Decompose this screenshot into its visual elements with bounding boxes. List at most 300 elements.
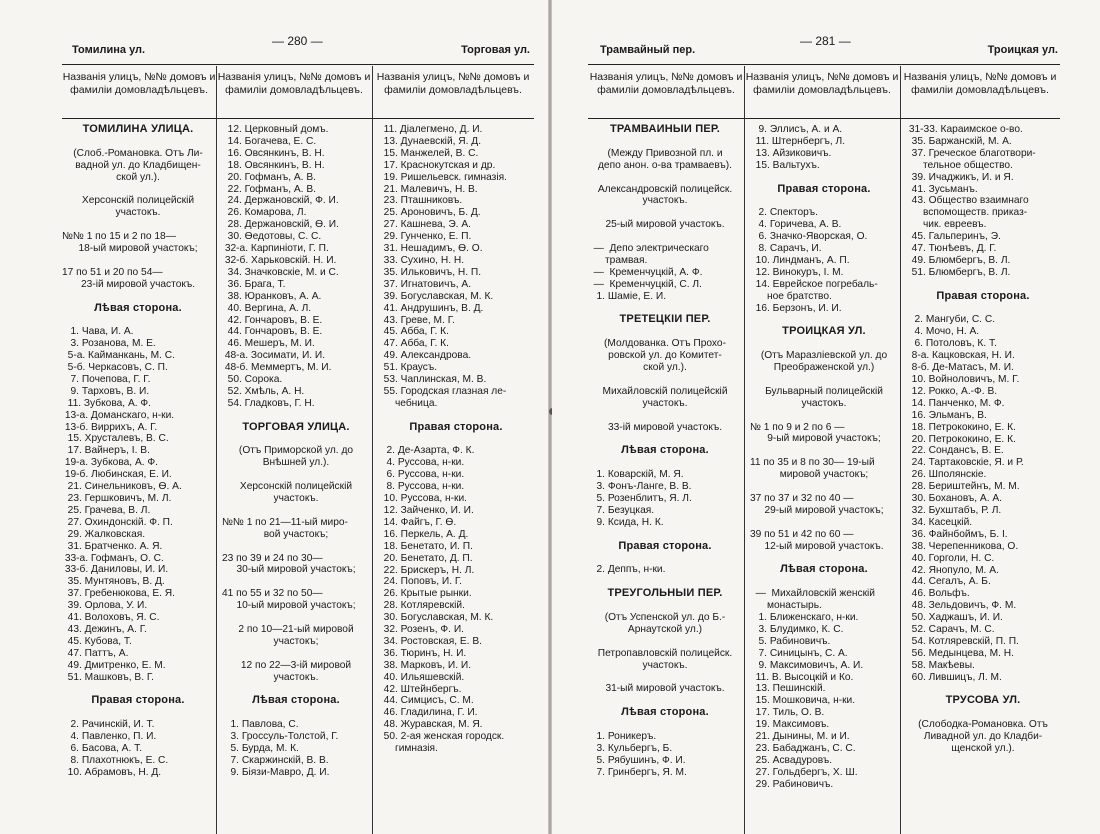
entry-line: трамвая. <box>588 254 648 266</box>
spacer <box>750 445 898 457</box>
header-rule <box>62 64 534 65</box>
street-description: 9-ый мировой участокъ; <box>767 433 881 445</box>
entry-line: 52. Сарачъ, М. С. <box>906 624 995 636</box>
entry-line: 44. Симцисъ, С. М. <box>378 695 474 707</box>
street-description: участокъ. <box>642 659 688 671</box>
section-heading: ТРУСОВА УЛ. <box>945 695 1021 707</box>
section-heading: ТРАМВАЙНЫЙ ПЕР. <box>609 124 721 135</box>
street-description: (Между Привозной пл. и <box>607 147 723 159</box>
entry-line: 19-б. Любинская, Е. И. <box>62 469 172 481</box>
street-description: Херсонскій полицейскій <box>81 195 195 207</box>
spacer <box>62 136 214 148</box>
entry-line: 9. Эллисъ, А. и А. <box>750 124 843 135</box>
entry-line: 19. Ришельевск. гимназія. <box>378 171 507 183</box>
entry-line: 3. Кульбергъ, Б. <box>588 742 673 754</box>
spacer <box>222 469 370 481</box>
street-description: (Слоб.-Романовка. Отъ Ли- <box>73 147 203 159</box>
entry-line: 4. Горичева, А. В. <box>750 219 842 231</box>
street-description: участокъ. <box>801 397 847 409</box>
entry-line: 42. Гончаровъ, В. Е. <box>222 314 323 326</box>
entry-line: 1. Коварскій, М. Я. <box>588 469 684 481</box>
entry-line: 16. Эльманъ, В. <box>906 409 987 421</box>
entry-line: — Депо электрическаго <box>588 243 709 254</box>
entry-line: 48. Зельдовичъ, Ф. М. <box>906 600 1017 612</box>
entry-line: 19. Максимовъ. <box>750 719 830 731</box>
entry-line: 8. Плахотнюкъ, Е. С. <box>62 754 169 766</box>
entry-line: 55. Городская глазная ле- <box>378 385 507 397</box>
entry-line: 35. Ильковичъ, Н. П. <box>378 266 482 278</box>
column-header-rule <box>588 118 1060 119</box>
entry-line: 29. Жалковская. <box>62 528 146 540</box>
entry-line: 13-б. Виррихъ, А. Г. <box>62 421 158 433</box>
entry-line: 36. Тюринъ, Н. И. <box>378 647 467 659</box>
spacer <box>588 457 742 469</box>
entry-line: 23. Пташниковъ. <box>378 195 463 207</box>
entry-line: 25. Грачева, В. Л. <box>62 504 151 516</box>
spacer <box>62 255 214 267</box>
column-divider <box>744 66 745 834</box>
spacer <box>750 314 898 326</box>
spacer <box>588 636 742 648</box>
text-column <box>750 124 898 834</box>
spacer <box>588 410 742 422</box>
entry-line: 47. Абба, Г. К. <box>378 338 449 350</box>
column-header: Названія улицъ, №№ домовъ и фамиліи домовладѣльцевъ. <box>217 71 371 96</box>
text-column <box>906 124 1060 834</box>
entry-line: 28. Котляревскій. <box>378 600 465 612</box>
entry-line: 13. Айзиковичъ. <box>750 147 832 159</box>
entry-line: 30. Бохановъ, А. А. <box>906 493 1003 505</box>
section-heading: Лѣвая сторона. <box>252 695 340 707</box>
spacer <box>222 612 370 624</box>
street-description: участокъ. <box>273 671 319 683</box>
entry-line: 14. Панченко, М. Ф. <box>906 397 1005 409</box>
entry-line: ное братство. <box>750 290 832 302</box>
entry-line: гимназія. <box>378 743 438 755</box>
street-description: 33-ій мировой участокъ. <box>607 421 723 433</box>
text-column <box>62 124 214 834</box>
entry-line: 51. Краусъ. <box>378 362 438 374</box>
entry-line: 56. Медынцева, М. Н. <box>906 647 1014 659</box>
street-description: 10-ый мировой участокъ; <box>236 600 356 612</box>
entry-line: 46. Мешеръ, М. И. <box>222 338 315 350</box>
spacer <box>588 433 742 445</box>
spacer <box>222 683 370 695</box>
entry-line: 51. Машковъ, В. Г. <box>62 671 154 683</box>
entry-line: 32-б. Харьковскій. Н. И. <box>222 254 337 266</box>
spacer <box>750 576 898 588</box>
entry-line: 39. Ичаджикъ, И. и Я. <box>906 171 1014 183</box>
running-title-left: Томилина ул. <box>72 44 146 56</box>
entry-line: 11. Зубкова, А. Ф. <box>62 397 151 409</box>
entry-line: 17. Тиль, О. В. <box>750 707 825 719</box>
running-title-left: Трамвайный пер. <box>600 44 696 56</box>
street-description: (Отъ Маразліевской ул. до <box>760 350 888 362</box>
entry-line: 21. Дынины, М. и И. <box>750 731 850 743</box>
entry-line: №№ 1 по 15 и 2 по 18— <box>62 231 176 243</box>
entry-line: 40. Вергина, А. Л. <box>222 302 312 314</box>
entry-line: 23. Бабаджанъ, С. С. <box>750 742 856 754</box>
entry-line: 5-а. Кайманкань, М. С. <box>62 350 175 362</box>
entry-line: 37. Гребенюкова, Е. Я. <box>62 588 175 600</box>
entry-line: 46. Вольфъ. <box>906 588 970 600</box>
entry-line: 47. Тюнѣевъ, Д. Г. <box>906 243 997 255</box>
entry-line: 9. Тарховъ, В. И. <box>62 385 150 397</box>
spacer <box>750 410 898 422</box>
street-description: 12 по 22—3-ій мировой <box>240 659 352 671</box>
street-description: Петропавловскій полицейск. <box>597 647 733 659</box>
entry-line: 43. Греве, М. Г. <box>378 314 455 326</box>
street-description: 29-ый мировой участокъ; <box>764 504 884 516</box>
entry-line: 37 по 37 и 32 по 40 — <box>750 492 854 504</box>
entry-line: 30. Богуславская, М. К. <box>378 612 494 624</box>
street-description: Внѣшней ул.). <box>262 457 330 469</box>
street-description: Михайловскій полицейскій <box>602 385 728 397</box>
entry-line: 40. Ильяшевскій. <box>378 671 465 683</box>
street-description: ской ул.). <box>643 362 687 374</box>
entry-line: 27. Кашнева, Э. А. <box>378 219 471 231</box>
spacer <box>62 684 214 696</box>
entry-line: 15. Хрусталевъ, В. С. <box>62 433 169 445</box>
entry-line: 31-33. Караимское о-во. <box>906 124 1023 135</box>
spacer <box>588 136 742 148</box>
entry-line: 49. Александрова. <box>378 350 472 362</box>
entry-line: 47. Паттъ, А. <box>62 647 129 659</box>
entry-line: монастырь. <box>750 600 822 612</box>
section-heading: ТОРГОВАЯ УЛИЦА. <box>242 421 350 433</box>
spacer <box>750 338 898 350</box>
entry-line: 51. Блюмбергъ, В. Л. <box>906 266 1011 278</box>
entry-line: 10. Абрамовъ, Н. Д. <box>62 766 162 778</box>
entry-line: 11. В. Высоцкій и Ко. <box>750 671 854 683</box>
street-description: 23-ій мировой участокъ. <box>80 278 196 290</box>
spacer <box>222 648 370 660</box>
entry-line: 12. Винокуръ, І. М. <box>750 266 844 278</box>
entry-line: 52. Хмѣль, А. Н. <box>222 385 305 397</box>
entry-line: 24. Тартаковскіе, Я. и Р. <box>906 457 1024 469</box>
entry-line: тельное общество. <box>906 159 1013 171</box>
entry-line: 18. Петрококино, Е. К. <box>906 421 1016 433</box>
entry-line: 1. Шаміе, Е. И. <box>588 290 667 302</box>
entry-line: 14. Богачева, Е. С. <box>222 135 317 147</box>
entry-line: 50. Хаджашъ, И. И. <box>906 612 1003 624</box>
entry-line: 20. Гофманъ, А. В. <box>222 171 316 183</box>
entry-line: 40. Горголи, Н. С. <box>906 552 995 564</box>
street-description: депо анон. о-ва трамваевъ). <box>597 159 732 171</box>
spacer <box>906 684 1060 696</box>
spacer <box>750 195 898 207</box>
section-heading: Лѣвая сторона. <box>94 302 182 314</box>
spacer <box>588 374 742 386</box>
column-header: Названія улицъ, №№ домовъ и фамиліи домовладѣльцевъ. <box>376 71 530 96</box>
entry-line: 1. Павлова, С. <box>222 719 299 731</box>
section-heading: Правая сторона. <box>409 421 503 433</box>
entry-line: 60. Лившицъ, Л. М. <box>906 671 1002 683</box>
spacer <box>588 207 742 219</box>
street-description: Бульварный полицейскій <box>765 385 883 397</box>
entry-line: 45. Кубова, Т. <box>62 635 132 647</box>
entry-line: 22. Сондансъ, В. Е. <box>906 445 1004 457</box>
entry-line: 6. Руссова, н-ки. <box>378 469 465 481</box>
entry-line: 2. Спекторъ. <box>750 207 819 219</box>
entry-line: вспомоществ. приказ- <box>906 207 1028 219</box>
entry-line: 7. Синицынъ, С. А. <box>750 647 848 659</box>
section-heading: Правая сторона. <box>91 695 185 707</box>
spacer <box>588 576 742 588</box>
spacer <box>906 279 1060 291</box>
street-description: (Молдованка. Отъ Прохо- <box>604 338 726 350</box>
spacer <box>750 172 898 184</box>
entry-line: 15. Манжелей, В. С. <box>378 147 479 159</box>
entry-line: 38. Черепенникова, О. <box>906 540 1019 552</box>
entry-line: 3. Блудимко, К. С. <box>750 623 844 635</box>
entry-line: 33-б. Даниловы, И. И. <box>62 564 169 576</box>
running-title-right: Торговая ул. <box>461 44 530 56</box>
entry-line: 11. Штернбергъ, Л. <box>750 135 846 147</box>
entry-line: 41 по 55 и 32 по 50— <box>222 588 323 600</box>
street-description: 18-ый мировой участокъ; <box>78 243 198 255</box>
street-description: щенской ул.). <box>951 743 1015 755</box>
street-description: участокъ. <box>642 397 688 409</box>
running-header <box>600 34 1058 58</box>
entry-line: 32-а. Карпиніоти, Г. П. <box>222 243 329 255</box>
section-heading: Лѣвая сторона. <box>621 707 709 719</box>
street-description: Херсонскій полицейскій <box>239 481 353 493</box>
spacer <box>222 541 370 553</box>
entry-line: 20. Петрококино, Е. К. <box>906 433 1016 445</box>
entry-line: 42. Янопуло, М. А. <box>906 564 999 576</box>
entry-line: 43. Общество взаимнаго <box>906 195 1029 207</box>
entry-line: 31. Нешадимъ, Ѳ. О. <box>378 243 483 255</box>
page-number: — 280 — <box>272 34 323 48</box>
entry-line: 16. Берзонъ, И. И. <box>750 302 842 314</box>
spacer <box>378 434 534 446</box>
entry-line: 37. Греческое благотвори- <box>906 147 1036 159</box>
spacer <box>62 291 214 303</box>
entry-line: 24. Держановскій, Ф. И. <box>222 195 339 207</box>
section-heading: ТРОИЦКАЯ УЛ. <box>782 326 866 338</box>
entry-line: 2. Мангуби, С. С. <box>906 314 996 326</box>
entry-line: 9. Максимовичъ, А. И. <box>750 659 864 671</box>
entry-line: 5. Бурда, М. К. <box>222 742 299 754</box>
header-rule <box>588 64 1060 65</box>
street-description: вой участокъ; <box>263 528 329 540</box>
entry-line: 5. Розенблитъ, Я. Л. <box>588 492 692 504</box>
spacer <box>588 529 742 541</box>
spacer <box>222 576 370 588</box>
spacer <box>750 374 898 386</box>
entry-line: 50. 2-ая женская городск. <box>378 731 505 743</box>
entry-line: 8-б. Де-Матасъ, М. И. <box>906 362 1014 374</box>
spacer <box>222 505 370 517</box>
entry-line: 14. Еврейское погребаль- <box>750 278 878 290</box>
entry-line: 18. Бенетато, И. П. <box>378 540 473 552</box>
entry-line: 30. Ѳедотовы, С. С. <box>222 231 322 243</box>
entry-line: № 1 по 9 и 2 по 6 — <box>750 421 845 433</box>
spacer <box>906 707 1060 719</box>
entry-line: 53. Чаплинская, М. В. <box>378 374 487 386</box>
spacer <box>222 410 370 422</box>
street-description: Ливадной ул. до Кладби- <box>923 731 1043 743</box>
entry-line: 37. Игнатовичъ, А. <box>378 278 472 290</box>
spacer <box>222 434 370 446</box>
entry-line: 1. Роникеръ. <box>588 730 657 742</box>
entry-line: 23. Гершковичъ, М. Л. <box>62 493 172 504</box>
entry-line: 49. Дмитренко, Е. М. <box>62 659 166 671</box>
entry-line: 16. Овсянкинъ, В. Н. <box>222 147 325 159</box>
running-header <box>72 34 530 58</box>
section-heading: ТРЕТЕЦКІЙ ПЕР. <box>619 314 711 326</box>
entry-line: 28. Бериштейнъ, М. М. <box>906 481 1020 493</box>
spacer <box>62 219 214 231</box>
entry-line: 33-а. Гофманъ, О. С. <box>62 552 164 564</box>
entry-line: 12. Церковный домъ. <box>222 124 329 135</box>
entry-line: 9. Ксида, Н. К. <box>588 516 664 528</box>
section-heading: ТОМИЛИНА УЛИЦА. <box>82 124 194 135</box>
entry-line: 6. Басова, А. Т. <box>62 743 143 754</box>
entry-line: — Кременчуцкій, А. Ф. <box>588 266 703 278</box>
entry-line: 13. Дунаевскій, Я. Д. <box>378 135 482 147</box>
spacer <box>588 600 742 612</box>
entry-line: 7. Безуцкая. <box>588 504 655 516</box>
entry-line: 14. Файгъ, Г. Ѳ. <box>378 516 457 528</box>
entry-line: 23 по 39 и 24 по 30— <box>222 552 323 564</box>
spacer <box>62 314 214 326</box>
running-title-right: Троицкая ул. <box>987 44 1058 56</box>
column-header: Названія улицъ, №№ домовъ и фамиліи домовладѣльцевъ. <box>745 71 899 96</box>
street-description: участокъ. <box>115 207 161 219</box>
entry-line: 41. Волоховъ, Я. С. <box>62 612 160 624</box>
entry-line: 3. Розанова, М. Е. <box>62 338 156 350</box>
entry-line: 7. Скаржинскій, В. В. <box>222 754 329 766</box>
column-divider <box>216 66 217 834</box>
entry-line: 39 по 51 и 42 по 60 — <box>750 528 854 540</box>
section-heading: Лѣвая сторона. <box>780 564 868 576</box>
street-description: 12-ый мировой участокъ. <box>764 540 884 552</box>
entry-line: 5. Рабиновичъ. <box>750 635 831 647</box>
entry-line: 25. Ароновичъ, Б. Д. <box>378 207 481 219</box>
entry-line: 6. Потоловъ, К. Т. <box>906 338 997 350</box>
entry-line: 2. Де-Азарта, Ф. К. <box>378 445 475 457</box>
entry-line: 20. Бенетато, Д. П. <box>378 552 473 564</box>
entry-line: 21. Синельниковъ, Ѳ. А. <box>62 481 182 493</box>
spacer <box>588 326 742 338</box>
entry-line: 8. Руссова, н-ки. <box>378 481 465 493</box>
entry-line: 39. Богуславская, М. К. <box>378 290 494 302</box>
section-heading: Правая сторона. <box>777 183 871 195</box>
street-description: 31-ый мировой участокъ. <box>605 683 725 695</box>
entry-line: 5-б. Черкасовъ, С. П. <box>62 362 168 374</box>
spacer <box>62 184 214 196</box>
entry-line: 41. Зусьманъ. <box>906 183 978 195</box>
entry-line: 4. Руссова, н-ки. <box>378 457 465 469</box>
street-description: ровской ул. до Комитет- <box>608 350 722 362</box>
entry-line: 16. Перкель, А. Д. <box>378 528 469 540</box>
entry-line: 35. Баржанскій, М. А. <box>906 135 1012 147</box>
column-divider <box>372 66 373 834</box>
entry-line: 11 по 35 и 8 по 30— 19-ый <box>750 457 875 469</box>
entry-line: 3. Гроссуль-Толстой, Г. <box>222 731 339 743</box>
street-description: участокъ. <box>642 195 688 207</box>
street-description: 25-ый мировой участокъ. <box>605 219 725 231</box>
spacer <box>378 410 534 422</box>
entry-line: 45. Гальперинъ, Э. <box>906 231 1001 243</box>
entry-line: 43. Дежинъ, А. Г. <box>62 623 147 635</box>
entry-line: 32. Розенъ, Ф. И. <box>378 624 464 636</box>
spacer <box>588 303 742 315</box>
entry-line: 17. Вайнеръ, І. В. <box>62 445 150 457</box>
street-description: (Слободка-Романовка. Отъ <box>918 719 1048 731</box>
entry-line: 19-а. Зубкова, А. Ф. <box>62 457 158 469</box>
spacer <box>588 671 742 683</box>
entry-line: 8. Сарачъ, И. <box>750 243 822 255</box>
text-column <box>588 124 742 834</box>
entry-line: 34. Касецкій. <box>906 516 973 528</box>
spacer <box>588 552 742 564</box>
section-heading: ТРЕУГОЛЬНЫЙ ПЕР. <box>607 588 723 600</box>
entry-line: 45. Абба, Г. К. <box>378 326 449 338</box>
spacer <box>222 707 370 719</box>
entry-line: 49. Блюмбергъ, В. Л. <box>906 254 1011 266</box>
entry-line: 2. Деппъ, н-ки. <box>588 564 666 576</box>
entry-line: 34. Ростовская, Е. В. <box>378 635 482 647</box>
entry-line: 35. Мунтяновъ, В. Д. <box>62 576 165 588</box>
street-description: участокъ; <box>273 635 319 647</box>
entry-line: 22. Гофманъ, А. В. <box>222 183 316 195</box>
entry-line: 36. Брага, Т. <box>222 278 286 290</box>
street-description: Преображенской ул.) <box>773 362 875 374</box>
spacer <box>588 172 742 184</box>
entry-line: 15. Мошковича, н-ки. <box>750 695 856 707</box>
entry-line: 50. Сорока. <box>222 374 283 386</box>
entry-line: 10. Войноловичъ, М. Г. <box>906 374 1020 385</box>
entry-line: 58. Макѣевы. <box>906 659 975 671</box>
text-column <box>378 124 534 834</box>
entry-line: 34. Значковскіе, М. и С. <box>222 266 339 278</box>
page-281 <box>552 0 1100 834</box>
entry-line: 46. Гладилина, Г. И. <box>378 707 478 719</box>
street-description: 2 по 10—21-ый мировой <box>238 623 354 635</box>
spacer <box>588 719 742 731</box>
entry-line: 5. Рябушинъ, Ф. И. <box>588 754 686 766</box>
entry-line: 18. Овсянкинъ, В. Н. <box>222 159 325 171</box>
entry-line: 31. Братченко. А. Я. <box>62 540 163 552</box>
entry-line: 27. Охиндонскій. Ф. П. <box>62 516 173 528</box>
entry-line: №№ 1 по 21—11-ый миро- <box>222 516 348 528</box>
entry-line: 1. Ближенскаго, н-ки. <box>750 611 859 623</box>
entry-line: 10. Руссова, н-ки. <box>378 493 468 505</box>
street-description: Арнаутской ул.) <box>627 623 703 635</box>
entry-line: 4. Павленко, П. И. <box>62 731 157 743</box>
entry-line: 26. Шполянскіе. <box>906 469 987 481</box>
entry-line: 8-а. Кацковская, Н. И. <box>906 350 1015 362</box>
entry-line: 12. Рокко, А.-Ф. В. <box>906 385 998 397</box>
spacer <box>62 707 214 719</box>
street-description: вадной ул. до Кладбищен- <box>75 159 201 171</box>
street-description: Александровскій полицейск. <box>597 183 733 195</box>
entry-line: 33. Сухино, Н. Н. <box>378 254 465 266</box>
entry-line: 28. Держановскій, Ѳ. И. <box>222 219 339 231</box>
entry-line: 26. Комарова, Л. <box>222 207 307 219</box>
entry-line: 13-а. Доманскаго, н-ки. <box>62 409 175 421</box>
spacer <box>588 231 742 243</box>
section-heading: Правая сторона. <box>618 540 712 552</box>
street-description: (Отъ Успенской ул. до Б.- <box>604 611 726 623</box>
street-description: мировой участокъ; <box>779 469 869 481</box>
entry-line: — Михайловскій женскій <box>750 588 875 600</box>
entry-line: 3. Фонъ-Ланге, В. В. <box>588 481 692 493</box>
entry-line: 13. Пешинскій. <box>750 683 826 695</box>
